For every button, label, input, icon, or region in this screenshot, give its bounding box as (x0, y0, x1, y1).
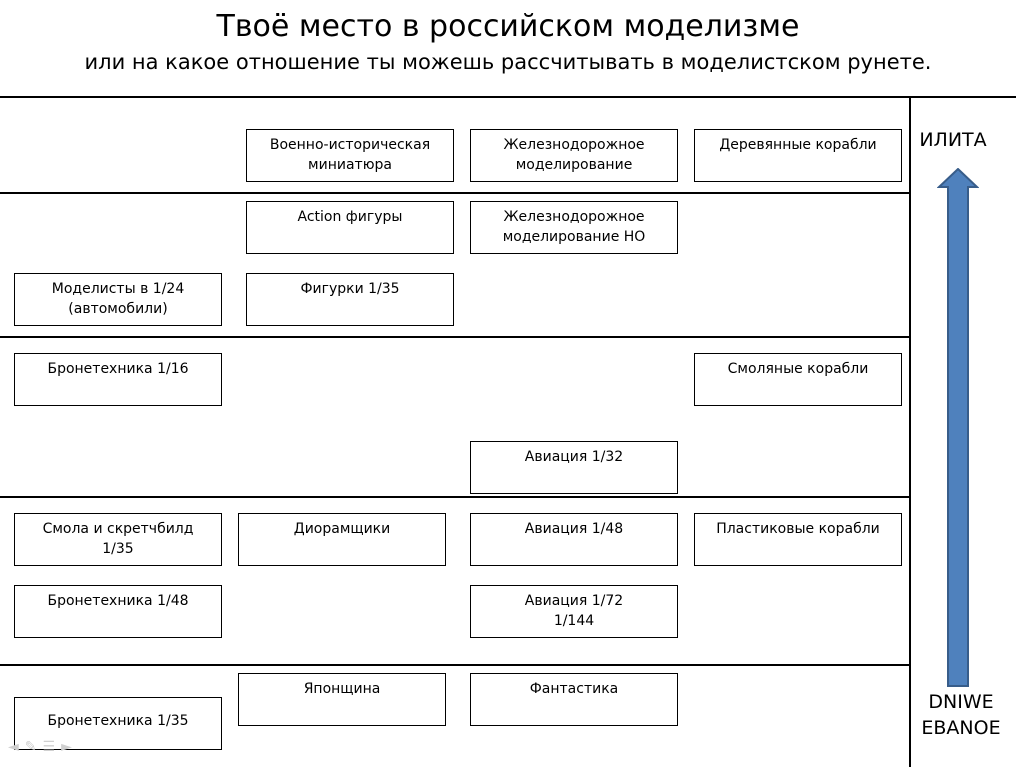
slideshow-nav (8, 739, 78, 755)
tier-divider-2 (0, 336, 910, 338)
box-bronetekhnika-48: Бронетехника 1/48 (14, 585, 222, 638)
box-dioramshchiki: Диорамщики (238, 513, 446, 566)
box-bronetekhnika-16: Бронетехника 1/16 (14, 353, 222, 406)
box-zheleznodorozhnoe: Железнодорожное моделирование (470, 129, 678, 182)
scale-bottom-label-line1: DNIWE (928, 691, 994, 713)
tier-divider-4 (0, 664, 910, 666)
tier-top-border (0, 96, 1016, 98)
box-fantastika: Фантастика (470, 673, 678, 726)
scale-top-label: ИЛИТА (919, 129, 987, 151)
scale-up-arrow-icon (937, 168, 979, 688)
tier-divider-3 (0, 496, 910, 498)
box-aviatsiya-48: Авиация 1/48 (470, 513, 678, 566)
box-yaponshchina: Японщина (238, 673, 446, 726)
next-slide-icon[interactable]: ► (61, 739, 78, 755)
box-aviatsiya-72: Авиация 1/72 1/144 (470, 585, 678, 638)
page-title: Твоё место в российском моделизме (216, 9, 800, 44)
scale-divider (909, 96, 911, 767)
box-smolyanye-korabli: Смоляные корабли (694, 353, 902, 406)
prev-slide-icon[interactable]: ◄ (8, 739, 25, 755)
box-action-figury: Action фигуры (246, 201, 454, 254)
box-aviatsiya-32: Авиация 1/32 (470, 441, 678, 494)
scale-bottom-label-line2: EBANOE (921, 717, 1001, 739)
box-bronetekhnika-35: Бронетехника 1/35 (14, 697, 222, 750)
box-figurki-35: Фигурки 1/35 (246, 273, 454, 326)
box-zheleznodorozhnoe-ho: Железнодорожное моделирование НО (470, 201, 678, 254)
menu-icon[interactable]: ☰ (42, 739, 62, 755)
box-smola-scratchbuild: Смола и скретчбилд 1/35 (14, 513, 222, 566)
tier-divider-1 (0, 192, 910, 194)
box-modelisty-24: Моделисты в 1/24 (автомобили) (14, 273, 222, 326)
page-subtitle: или на какое отношение ты можешь рассчитывать в моделистском рунете. (84, 50, 932, 74)
box-plastikovye-korabli: Пластиковые корабли (694, 513, 902, 566)
pen-icon[interactable]: ✎ (24, 739, 43, 755)
box-derevyannye-korabli: Деревянные корабли (694, 129, 902, 182)
scale-bottom-label (912, 689, 1010, 741)
box-voenno-istoricheskaya: Военно-историческая миниатюра (246, 129, 454, 182)
